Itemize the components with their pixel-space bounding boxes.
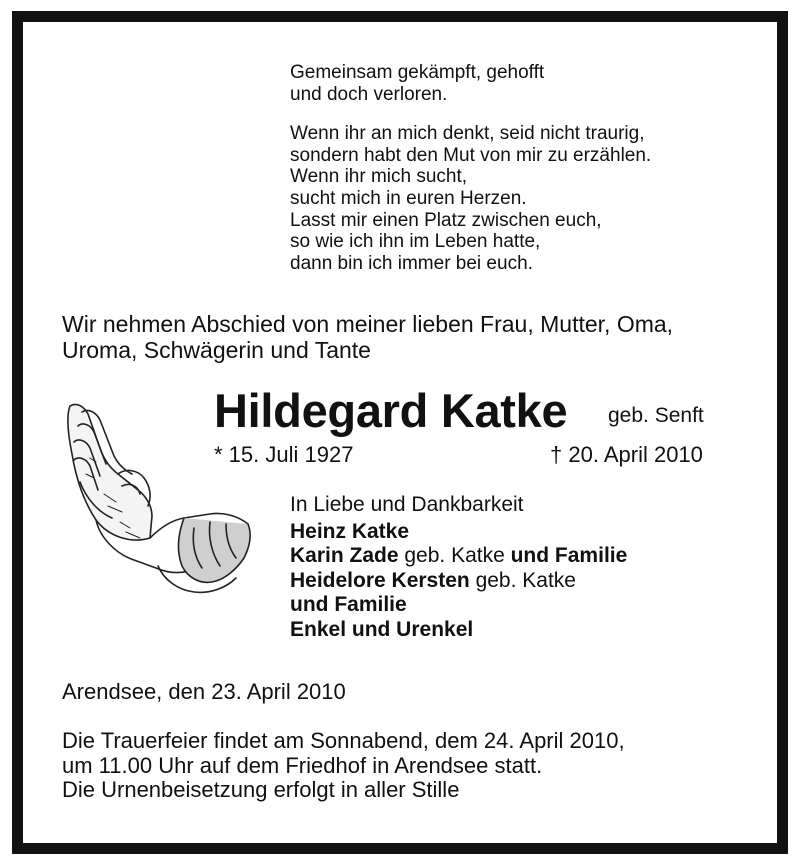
place-and-date: Arendsee, den 23. April 2010 (62, 679, 346, 704)
mourner-maiden-name: geb. Katke (469, 568, 576, 592)
funeral-line: um 11.00 Uhr auf dem Friedhof in Arendsee statt. (62, 752, 543, 778)
mourners-list (290, 493, 627, 643)
death-date: † 20. April 2010 (550, 442, 703, 467)
funeral-line: Die Trauerfeier findet am Sonnabend, dem 24. April 2010, (62, 728, 625, 753)
funeral-line: Die Urnenbeisetzung erfolgt in aller Stille (62, 777, 460, 802)
funeral-notice (62, 729, 625, 803)
poem-line: Wenn ihr an mich denkt, seid nicht traurig, (290, 123, 645, 145)
poem-line: dann bin ich immer bei euch. (290, 252, 533, 274)
poem-line: sondern habt den Mut von mir zu erzählen. (290, 144, 652, 166)
poem-line: und doch verloren. (290, 83, 448, 105)
birth-date: * 15. Juli 1927 (214, 442, 354, 467)
farewell-intro: Wir nehmen Abschied von meiner lieben Frau, Mutter, Oma, Uroma, Schwägerin und Tante (62, 311, 674, 363)
poem-line: so wie ich ihn im Leben hatte, (290, 231, 541, 253)
poem-line: Gemeinsam gekämpft, gehofft (290, 62, 545, 83)
mourner-family: und Familie (510, 544, 628, 568)
poem-line: sucht mich in euren Herzen. (290, 187, 527, 209)
maiden-name: geb. Senft (608, 404, 704, 427)
mourner-maiden-name: geb. Katke (398, 544, 511, 568)
deceased-name: Hildegard Katke (214, 384, 568, 437)
mourner-name: Karin Zade (290, 544, 399, 568)
mourner-name: Heidelore Kersten (290, 568, 470, 592)
mourner-family: und Familie (290, 593, 407, 617)
mourner-name: Heinz Katke (290, 519, 410, 543)
poem-line: Wenn ihr mich sucht, (290, 166, 468, 188)
poem-line: Lasst mir einen Platz zwischen euch, (290, 209, 602, 231)
poem (290, 62, 651, 274)
mourner-grandchildren: Enkel und Urenkel (290, 617, 474, 641)
mourners-heading: In Liebe und Dankbarkeit (290, 493, 524, 516)
